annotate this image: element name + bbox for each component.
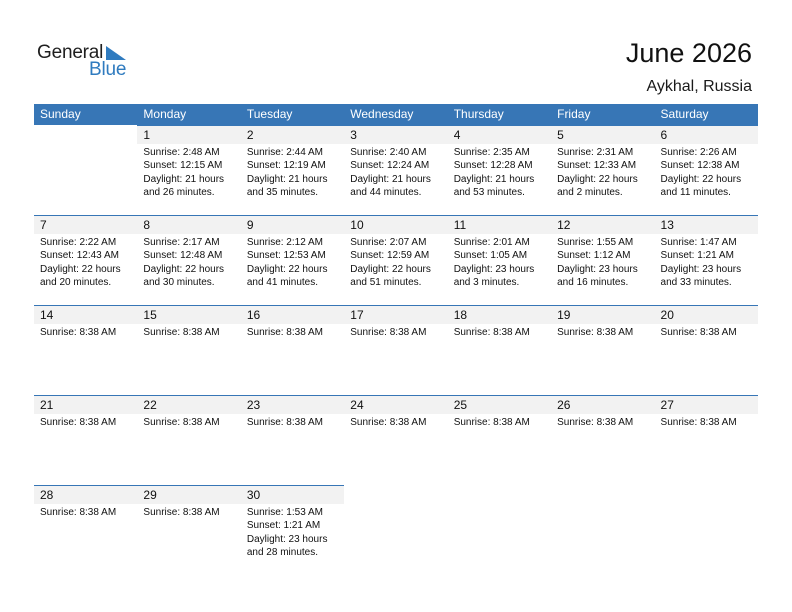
sun-info: [40, 236, 121, 290]
sun-info-line: Daylight: 21 hours: [453, 173, 535, 185]
day-number: 21: [40, 398, 54, 412]
sun-info-line: and 20 minutes.: [40, 277, 112, 289]
sun-info: [557, 236, 638, 290]
day-number: 8: [143, 218, 151, 232]
day-number: 17: [350, 308, 364, 322]
sun-info-line: Sunrise: 2:12 AM: [246, 237, 323, 248]
day-number: 13: [660, 218, 674, 232]
day-number-bar: [241, 126, 344, 144]
day-number: 27: [660, 398, 674, 412]
weekday-monday: Monday: [143, 107, 187, 121]
sun-info-line: Daylight: 23 hours: [246, 533, 328, 545]
sun-info-line: Daylight: 21 hours: [143, 173, 225, 185]
empty-day-cell: [655, 485, 758, 575]
sun-info: [454, 416, 530, 429]
week-row: [34, 485, 758, 575]
sun-info: [247, 416, 323, 429]
day-cell: [137, 305, 240, 395]
sun-info-line: Sunrise: 8:38 AM: [660, 327, 737, 338]
calendar-grid: [34, 104, 758, 575]
empty-day-cell: [34, 125, 137, 215]
day-cell: [344, 395, 447, 485]
day-number: 10: [350, 218, 364, 232]
sun-info-line: Sunrise: 8:38 AM: [143, 507, 220, 518]
day-cell: [448, 125, 551, 215]
day-number: 5: [557, 128, 564, 142]
empty-day-cell: [344, 485, 447, 575]
sun-info-line: Sunrise: 2:22 AM: [40, 237, 117, 248]
day-number: 18: [453, 308, 468, 322]
week-row: [34, 305, 758, 395]
sun-info-line: Sunrise: 8:38 AM: [143, 417, 220, 428]
sun-info: [143, 146, 224, 200]
day-number: 23: [246, 398, 261, 412]
day-number-bar: [241, 216, 344, 234]
day-cell: [448, 395, 551, 485]
day-number: 14: [40, 308, 54, 322]
day-number-bar: [137, 126, 240, 144]
weekday-wednesday: Wednesday: [350, 107, 414, 121]
sun-info-line: and 26 minutes.: [143, 187, 215, 199]
weekday-thursday: Thursday: [453, 107, 504, 121]
day-cell: [655, 305, 758, 395]
sun-info-line: Sunrise: 2:17 AM: [143, 237, 220, 248]
day-number: 19: [557, 308, 571, 322]
day-cell: [551, 215, 654, 305]
day-number: 22: [143, 398, 157, 412]
sun-info: [350, 326, 426, 339]
sun-info-line: Sunset: 12:24 AM: [350, 160, 430, 172]
day-cell: [344, 125, 447, 215]
sun-info-line: and 41 minutes.: [246, 277, 319, 289]
sun-info-line: Sunset: 12:38 AM: [660, 160, 740, 172]
sun-info: [40, 326, 116, 339]
sun-info-line: and 3 minutes.: [453, 277, 520, 289]
day-number: 4: [453, 128, 461, 142]
sun-info-line: Sunset: 12:19 AM: [246, 160, 326, 172]
sun-info-line: Sunset: 12:48 AM: [143, 250, 223, 262]
sun-info: [350, 146, 431, 200]
sun-info: [661, 236, 742, 290]
empty-day-cell: [448, 485, 551, 575]
sun-info-line: Sunrise: 2:01 AM: [453, 237, 530, 248]
day-cell: [241, 215, 344, 305]
day-cell: [241, 395, 344, 485]
sun-info-line: and 53 minutes.: [453, 187, 525, 199]
sun-info-line: Sunrise: 2:26 AM: [660, 147, 737, 158]
week-row: [34, 215, 758, 305]
day-cell: [344, 305, 447, 395]
sun-info-line: Daylight: 23 hours: [557, 263, 638, 275]
sun-info-line: Sunrise: 8:38 AM: [246, 327, 323, 338]
sun-info-line: Sunset: 12:33 AM: [557, 160, 637, 172]
sun-info-line: Daylight: 21 hours: [246, 173, 328, 185]
day-cell: [241, 485, 344, 575]
day-cell: [241, 305, 344, 395]
sun-info: [454, 236, 535, 290]
sun-info-line: Sunrise: 8:38 AM: [40, 327, 117, 338]
sun-info-line: Sunrise: 8:38 AM: [40, 417, 117, 428]
day-number: 16: [246, 308, 261, 322]
calendar-title: June 2026: [625, 38, 752, 68]
day-number: 20: [660, 308, 674, 322]
sun-info-line: and 44 minutes.: [350, 187, 422, 199]
sun-info-line: Sunrise: 8:38 AM: [143, 327, 220, 338]
weeks-container: [34, 125, 758, 575]
day-number: 24: [350, 398, 364, 412]
sun-info-line: Daylight: 22 hours: [660, 173, 742, 185]
day-number: 7: [40, 218, 47, 232]
day-number: 9: [246, 218, 254, 232]
day-number: 29: [143, 488, 157, 502]
day-number: 26: [557, 398, 571, 412]
sun-info-line: Sunrise: 8:38 AM: [350, 327, 427, 338]
day-number: 25: [453, 398, 468, 412]
sun-info: [661, 326, 737, 339]
day-cell: [448, 215, 551, 305]
sun-info-line: Sunset: 1:21 AM: [660, 250, 734, 262]
sun-info: [557, 326, 633, 339]
day-cell: [551, 395, 654, 485]
sun-info: [454, 326, 530, 339]
weekday-saturday: Saturday: [660, 107, 709, 121]
sun-info-line: Sunset: 12:59 AM: [350, 250, 430, 262]
sun-info-line: Sunset: 1:05 AM: [453, 250, 528, 262]
day-number: 28: [40, 488, 54, 502]
sun-info-line: Daylight: 21 hours: [350, 173, 431, 185]
sun-info-line: Sunrise: 1:53 AM: [246, 507, 323, 518]
day-cell: [241, 125, 344, 215]
sun-info-line: and 33 minutes.: [660, 277, 732, 289]
sun-info-line: Sunrise: 8:38 AM: [557, 417, 634, 428]
day-cell: [655, 215, 758, 305]
day-number-bar: [344, 126, 447, 144]
calendar-location: Aykhal, Russia: [646, 78, 752, 95]
day-number: 12: [557, 218, 571, 232]
sun-info: [350, 416, 426, 429]
day-cell: [551, 305, 654, 395]
sun-info: [40, 416, 116, 429]
weekday-sunday: Sunday: [40, 107, 81, 121]
sun-info-line: Daylight: 22 hours: [40, 263, 121, 275]
sun-info-line: Sunrise: 2:35 AM: [453, 147, 530, 158]
day-cell: [34, 395, 137, 485]
day-number-bar: [34, 216, 137, 234]
day-cell: [655, 395, 758, 485]
sun-info-line: Sunrise: 8:38 AM: [453, 417, 530, 428]
day-cell: [448, 305, 551, 395]
sun-info-line: and 51 minutes.: [350, 277, 422, 289]
sun-info-line: Sunrise: 8:38 AM: [557, 327, 634, 338]
brand-logo: [37, 42, 147, 82]
sun-info-line: Sunrise: 8:38 AM: [453, 327, 530, 338]
day-number: 30: [246, 488, 261, 502]
sun-info-line: Sunrise: 2:48 AM: [143, 147, 220, 158]
sun-info-line: and 35 minutes.: [246, 187, 319, 199]
day-number-bar: [655, 126, 758, 144]
day-number: 3: [350, 128, 357, 142]
sun-info-line: and 2 minutes.: [557, 187, 623, 199]
day-cell: [551, 125, 654, 215]
sun-info-line: Sunrise: 1:47 AM: [660, 237, 737, 248]
sun-info-line: Sunrise: 8:38 AM: [246, 417, 323, 428]
day-cell: [34, 305, 137, 395]
sun-info: [40, 506, 116, 519]
sun-info: [247, 506, 328, 560]
sun-info: [661, 146, 742, 200]
day-number-bar: [551, 126, 654, 144]
sun-info-line: Sunrise: 1:55 AM: [557, 237, 634, 248]
brand-general-text: General: [37, 42, 104, 63]
day-cell: [137, 485, 240, 575]
sun-info: [661, 416, 737, 429]
empty-day-cell: [551, 485, 654, 575]
sun-info: [350, 236, 431, 290]
sun-info: [557, 146, 638, 200]
sun-info-line: Sunset: 12:28 AM: [453, 160, 533, 172]
sun-info-line: Sunset: 12:53 AM: [246, 250, 326, 262]
sun-info-line: Daylight: 22 hours: [143, 263, 225, 275]
sun-info-line: and 30 minutes.: [143, 277, 215, 289]
sun-info-line: Sunrise: 2:07 AM: [350, 237, 427, 248]
day-number: 1: [143, 128, 151, 142]
day-cell: [137, 215, 240, 305]
day-cell: [34, 215, 137, 305]
sun-info: [454, 146, 535, 200]
day-cell: [137, 395, 240, 485]
week-row: [34, 395, 758, 485]
sun-info-line: Sunset: 1:12 AM: [557, 250, 631, 262]
sun-info-line: Sunrise: 8:38 AM: [660, 417, 737, 428]
day-cell: [655, 125, 758, 215]
day-number-bar: [448, 126, 551, 144]
sun-info-line: and 11 minutes.: [660, 187, 731, 199]
sun-info-line: Daylight: 23 hours: [453, 263, 535, 275]
sun-info: [247, 146, 328, 200]
week-row: [34, 125, 758, 215]
day-number: 15: [143, 308, 157, 322]
day-cell: [34, 485, 137, 575]
sun-info-line: Sunrise: 2:31 AM: [557, 147, 634, 158]
day-number: 11: [453, 218, 467, 232]
day-cell: [137, 125, 240, 215]
sun-info-line: Sunset: 12:43 AM: [40, 250, 119, 262]
day-number: 6: [660, 128, 668, 142]
sun-info-line: Sunrise: 8:38 AM: [350, 417, 427, 428]
day-cell: [344, 215, 447, 305]
sun-info-line: Sunrise: 2:44 AM: [246, 147, 323, 158]
sun-info-line: Daylight: 23 hours: [660, 263, 742, 275]
sun-info-line: Sunrise: 8:38 AM: [40, 507, 117, 518]
sun-info: [557, 416, 633, 429]
day-number: 2: [246, 128, 254, 142]
weekday-tuesday: Tuesday: [246, 107, 293, 121]
sun-info: [143, 236, 224, 290]
sun-info: [143, 416, 219, 429]
sun-info-line: and 16 minutes.: [557, 277, 629, 289]
brand-blue-text: Blue: [89, 59, 127, 80]
sun-info: [143, 506, 219, 519]
sun-info: [247, 326, 323, 339]
sun-info-line: Daylight: 22 hours: [350, 263, 431, 275]
sun-info-line: and 28 minutes.: [246, 547, 319, 559]
sun-info: [247, 236, 328, 290]
weekday-friday: Friday: [557, 107, 591, 121]
sun-info-line: Sunset: 1:21 AM: [246, 520, 321, 532]
sun-info-line: Daylight: 22 hours: [557, 173, 638, 185]
sun-info-line: Daylight: 22 hours: [246, 263, 328, 275]
sun-info: [143, 326, 219, 339]
sun-info-line: Sunrise: 2:40 AM: [350, 147, 427, 158]
sun-info-line: Sunset: 12:15 AM: [143, 160, 223, 172]
day-number-bar: [137, 216, 240, 234]
weekday-header-row: [34, 104, 758, 125]
